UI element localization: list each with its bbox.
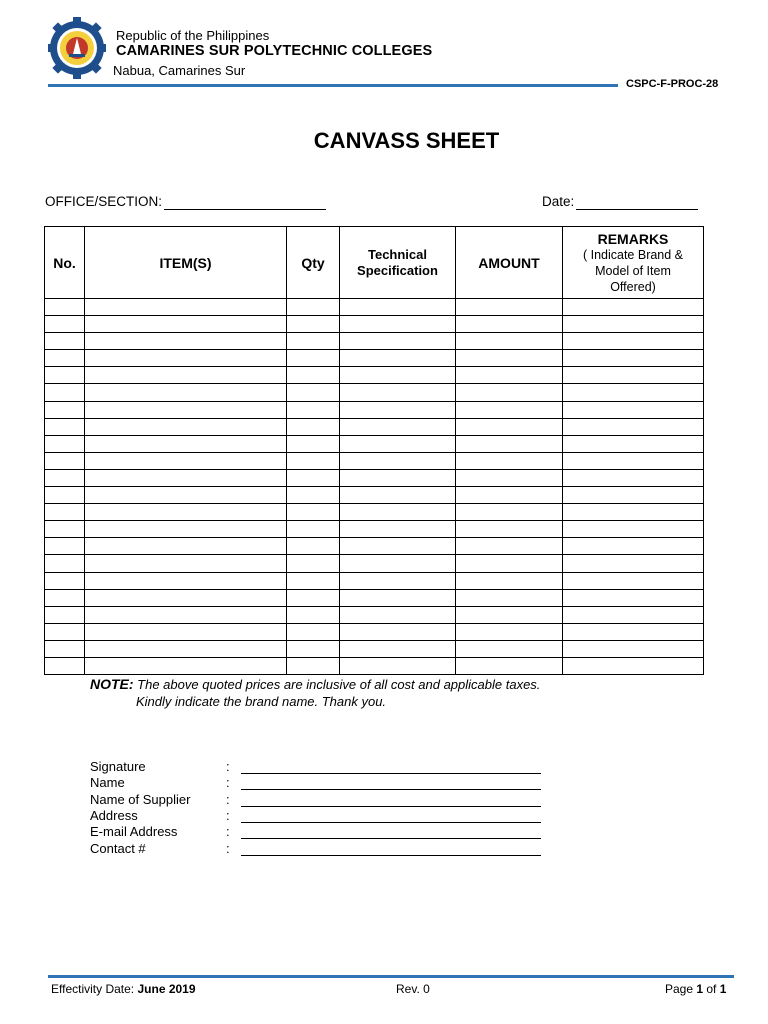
cell-no[interactable] xyxy=(45,487,85,504)
cell-item[interactable] xyxy=(85,606,287,623)
cell-qty[interactable] xyxy=(287,367,340,384)
header-divider xyxy=(48,84,618,87)
cell-remarks[interactable] xyxy=(563,435,704,452)
cell-qty[interactable] xyxy=(287,316,340,333)
table-row xyxy=(45,657,704,674)
note-label: NOTE: xyxy=(90,676,134,692)
cell-no[interactable] xyxy=(45,469,85,486)
form-code: CSPC-F-PROC-28 xyxy=(626,78,719,90)
college-name: CAMARINES SUR POLYTECHNIC COLLEGES xyxy=(116,43,433,59)
cell-qty[interactable] xyxy=(287,623,340,640)
table-row xyxy=(45,299,704,316)
cell-item[interactable] xyxy=(85,435,287,452)
cell-amount[interactable] xyxy=(456,606,563,623)
cell-technical-specification[interactable] xyxy=(340,538,456,555)
cell-no[interactable] xyxy=(45,299,85,316)
cell-item[interactable] xyxy=(85,623,287,640)
name-field[interactable] xyxy=(241,789,541,790)
table-row xyxy=(45,333,704,350)
cell-no[interactable] xyxy=(45,384,85,401)
table-row xyxy=(45,606,704,623)
cell-technical-specification[interactable] xyxy=(340,657,456,674)
column-header-amount: AMOUNT xyxy=(456,227,563,299)
cell-item[interactable] xyxy=(85,657,287,674)
cell-no[interactable] xyxy=(45,538,85,555)
cell-amount[interactable] xyxy=(456,401,563,418)
page-total: 1 xyxy=(719,982,727,996)
cell-remarks[interactable] xyxy=(563,452,704,469)
cell-remarks[interactable] xyxy=(563,623,704,640)
cell-item[interactable] xyxy=(85,299,287,316)
cell-item[interactable] xyxy=(85,504,287,521)
cell-qty[interactable] xyxy=(287,299,340,316)
signature-field[interactable] xyxy=(241,773,541,774)
address-colon: : xyxy=(226,808,230,823)
contact-label: Contact # xyxy=(90,841,146,856)
cell-amount[interactable] xyxy=(456,504,563,521)
cell-item[interactable] xyxy=(85,418,287,435)
page-of: of xyxy=(703,982,720,996)
page-prefix: Page xyxy=(665,982,697,996)
republic-text: Republic of the Philippines xyxy=(116,28,270,43)
cell-technical-specification[interactable] xyxy=(340,384,456,401)
cell-no[interactable] xyxy=(45,657,85,674)
cell-technical-specification[interactable] xyxy=(340,606,456,623)
cell-amount[interactable] xyxy=(456,299,563,316)
cell-qty[interactable] xyxy=(287,657,340,674)
cell-no[interactable] xyxy=(45,350,85,367)
cell-technical-specification[interactable] xyxy=(340,350,456,367)
column-header-no: No. xyxy=(45,227,85,299)
cell-remarks[interactable] xyxy=(563,640,704,657)
cell-amount[interactable] xyxy=(456,640,563,657)
cell-amount[interactable] xyxy=(456,521,563,538)
cell-item[interactable] xyxy=(85,640,287,657)
college-seal-icon xyxy=(48,16,106,80)
cell-amount[interactable] xyxy=(456,435,563,452)
cell-item[interactable] xyxy=(85,589,287,606)
cell-item[interactable] xyxy=(85,350,287,367)
date-field[interactable] xyxy=(576,209,698,210)
email-label: E-mail Address xyxy=(90,824,178,839)
cell-item[interactable] xyxy=(85,384,287,401)
cell-remarks[interactable] xyxy=(563,418,704,435)
cell-amount[interactable] xyxy=(456,333,563,350)
table-header-row xyxy=(45,227,704,299)
cell-amount[interactable] xyxy=(456,367,563,384)
cell-qty[interactable] xyxy=(287,555,340,572)
cell-remarks[interactable] xyxy=(563,521,704,538)
cell-qty[interactable] xyxy=(287,606,340,623)
table-row xyxy=(45,589,704,606)
cell-qty[interactable] xyxy=(287,452,340,469)
cell-no[interactable] xyxy=(45,521,85,538)
cell-qty[interactable] xyxy=(287,572,340,589)
cell-technical-specification[interactable] xyxy=(340,401,456,418)
table-row xyxy=(45,623,704,640)
cell-qty[interactable] xyxy=(287,401,340,418)
cell-remarks[interactable] xyxy=(563,367,704,384)
cell-technical-specification[interactable] xyxy=(340,435,456,452)
cell-qty[interactable] xyxy=(287,589,340,606)
cell-no[interactable] xyxy=(45,333,85,350)
table-row xyxy=(45,418,704,435)
signature-label: Signature xyxy=(90,759,146,774)
remarks-sub-1: ( Indicate Brand & xyxy=(582,247,684,262)
cell-no[interactable] xyxy=(45,572,85,589)
cell-technical-specification[interactable] xyxy=(340,316,456,333)
column-header-items: ITEM(S) xyxy=(85,227,287,299)
table-row xyxy=(45,452,704,469)
effectivity-label: Effectivity Date: xyxy=(51,982,138,996)
effectivity-date xyxy=(51,982,196,996)
cell-technical-specification[interactable] xyxy=(340,504,456,521)
tech-spec-line1: Technical xyxy=(367,246,427,262)
cell-no[interactable] xyxy=(45,418,85,435)
table-row xyxy=(45,521,704,538)
table-body xyxy=(45,299,704,675)
page-current: 1 xyxy=(696,982,704,996)
canvass-table xyxy=(44,226,704,675)
cell-technical-specification[interactable] xyxy=(340,452,456,469)
cell-amount[interactable] xyxy=(456,487,563,504)
contact-field[interactable] xyxy=(241,855,541,856)
cell-technical-specification[interactable] xyxy=(340,469,456,486)
office-section-label: OFFICE/SECTION: xyxy=(45,194,163,209)
cell-remarks[interactable] xyxy=(563,606,704,623)
cell-remarks[interactable] xyxy=(563,657,704,674)
cell-item[interactable] xyxy=(85,367,287,384)
cell-amount[interactable] xyxy=(456,452,563,469)
tech-spec-line2: Specification xyxy=(357,262,438,278)
cell-amount[interactable] xyxy=(456,623,563,640)
cell-amount[interactable] xyxy=(456,469,563,486)
column-header-remarks xyxy=(563,227,704,299)
table-row xyxy=(45,504,704,521)
cell-technical-specification[interactable] xyxy=(340,555,456,572)
document-title: CANVASS SHEET xyxy=(313,128,500,153)
cell-remarks[interactable] xyxy=(563,555,704,572)
table-row xyxy=(45,469,704,486)
cell-qty[interactable] xyxy=(287,504,340,521)
cell-item[interactable] xyxy=(85,401,287,418)
office-section-field[interactable] xyxy=(164,209,326,210)
cell-item[interactable] xyxy=(85,572,287,589)
contact-colon: : xyxy=(226,841,230,856)
cell-qty[interactable] xyxy=(287,435,340,452)
cell-no[interactable] xyxy=(45,367,85,384)
cell-remarks[interactable] xyxy=(563,538,704,555)
remarks-sub-3: Offered) xyxy=(610,279,656,294)
cell-qty[interactable] xyxy=(287,538,340,555)
cell-qty[interactable] xyxy=(287,521,340,538)
column-header-technical-specification xyxy=(340,227,456,299)
cell-remarks[interactable] xyxy=(563,504,704,521)
date-label: Date: xyxy=(542,194,575,209)
cell-amount[interactable] xyxy=(456,350,563,367)
cell-technical-specification[interactable] xyxy=(340,487,456,504)
college-location: Nabua, Camarines Sur xyxy=(113,63,246,78)
cell-technical-specification[interactable] xyxy=(340,367,456,384)
cell-qty[interactable] xyxy=(287,384,340,401)
address-field[interactable] xyxy=(241,822,541,823)
cell-qty[interactable] xyxy=(287,418,340,435)
cell-item[interactable] xyxy=(85,487,287,504)
table-row xyxy=(45,435,704,452)
footer-divider xyxy=(48,975,734,978)
note xyxy=(90,676,540,693)
cell-remarks[interactable] xyxy=(563,333,704,350)
cell-no[interactable] xyxy=(45,606,85,623)
cell-qty[interactable] xyxy=(287,487,340,504)
cell-technical-specification[interactable] xyxy=(340,333,456,350)
cell-remarks[interactable] xyxy=(563,350,704,367)
cell-remarks[interactable] xyxy=(563,487,704,504)
cell-qty[interactable] xyxy=(287,469,340,486)
email-field[interactable] xyxy=(241,838,541,839)
signature-colon: : xyxy=(226,759,230,774)
cell-remarks[interactable] xyxy=(563,401,704,418)
cell-remarks[interactable] xyxy=(563,299,704,316)
cell-amount[interactable] xyxy=(456,538,563,555)
name-label: Name xyxy=(90,775,125,790)
table-row xyxy=(45,487,704,504)
supplier-name-field[interactable] xyxy=(241,806,541,807)
cell-remarks[interactable] xyxy=(563,589,704,606)
table-row xyxy=(45,350,704,367)
cell-amount[interactable] xyxy=(456,572,563,589)
cell-remarks[interactable] xyxy=(563,316,704,333)
cell-no[interactable] xyxy=(45,435,85,452)
cell-amount[interactable] xyxy=(456,384,563,401)
supplier-name-label: Name of Supplier xyxy=(90,792,191,807)
cell-no[interactable] xyxy=(45,316,85,333)
cell-item[interactable] xyxy=(85,452,287,469)
cell-no[interactable] xyxy=(45,623,85,640)
table-row xyxy=(45,367,704,384)
cell-no[interactable] xyxy=(45,589,85,606)
cell-qty[interactable] xyxy=(287,333,340,350)
page-number xyxy=(665,982,726,996)
cell-amount[interactable] xyxy=(456,589,563,606)
cell-technical-specification[interactable] xyxy=(340,418,456,435)
effectivity-value: June 2019 xyxy=(137,982,196,996)
cell-qty[interactable] xyxy=(287,350,340,367)
cell-no[interactable] xyxy=(45,504,85,521)
table-row xyxy=(45,538,704,555)
cell-no[interactable] xyxy=(45,401,85,418)
cell-item[interactable] xyxy=(85,469,287,486)
remarks-sub-2: Model of Item xyxy=(595,263,671,278)
email-colon: : xyxy=(226,824,230,839)
cell-technical-specification[interactable] xyxy=(340,640,456,657)
cell-amount[interactable] xyxy=(456,418,563,435)
cell-technical-specification[interactable] xyxy=(340,623,456,640)
cell-technical-specification[interactable] xyxy=(340,299,456,316)
cell-no[interactable] xyxy=(45,452,85,469)
column-header-qty: Qty xyxy=(287,227,340,299)
table-row xyxy=(45,555,704,572)
cell-no[interactable] xyxy=(45,555,85,572)
cell-amount[interactable] xyxy=(456,555,563,572)
remarks-title: REMARKS xyxy=(597,230,669,247)
cell-technical-specification[interactable] xyxy=(340,521,456,538)
cell-remarks[interactable] xyxy=(563,572,704,589)
table-row xyxy=(45,316,704,333)
cell-technical-specification[interactable] xyxy=(340,572,456,589)
note-line-2: Kindly indicate the brand name. Thank you. xyxy=(136,694,387,709)
table-row xyxy=(45,572,704,589)
name-colon: : xyxy=(226,775,230,790)
cell-amount[interactable] xyxy=(456,657,563,674)
cell-item[interactable] xyxy=(85,538,287,555)
cell-remarks[interactable] xyxy=(563,469,704,486)
note-line-1: The above quoted prices are inclusive of all cost and applicable taxes. xyxy=(133,677,541,692)
supplier-name-colon: : xyxy=(226,792,230,807)
cell-amount[interactable] xyxy=(456,316,563,333)
cell-no[interactable] xyxy=(45,640,85,657)
cell-item[interactable] xyxy=(85,521,287,538)
cell-technical-specification[interactable] xyxy=(340,589,456,606)
cell-item[interactable] xyxy=(85,555,287,572)
table-row xyxy=(45,384,704,401)
table-row xyxy=(45,640,704,657)
cell-item[interactable] xyxy=(85,316,287,333)
cell-item[interactable] xyxy=(85,333,287,350)
revision: Rev. 0 xyxy=(396,982,430,996)
cell-qty[interactable] xyxy=(287,640,340,657)
table-row xyxy=(45,401,704,418)
address-label: Address xyxy=(90,808,138,823)
cell-remarks[interactable] xyxy=(563,384,704,401)
